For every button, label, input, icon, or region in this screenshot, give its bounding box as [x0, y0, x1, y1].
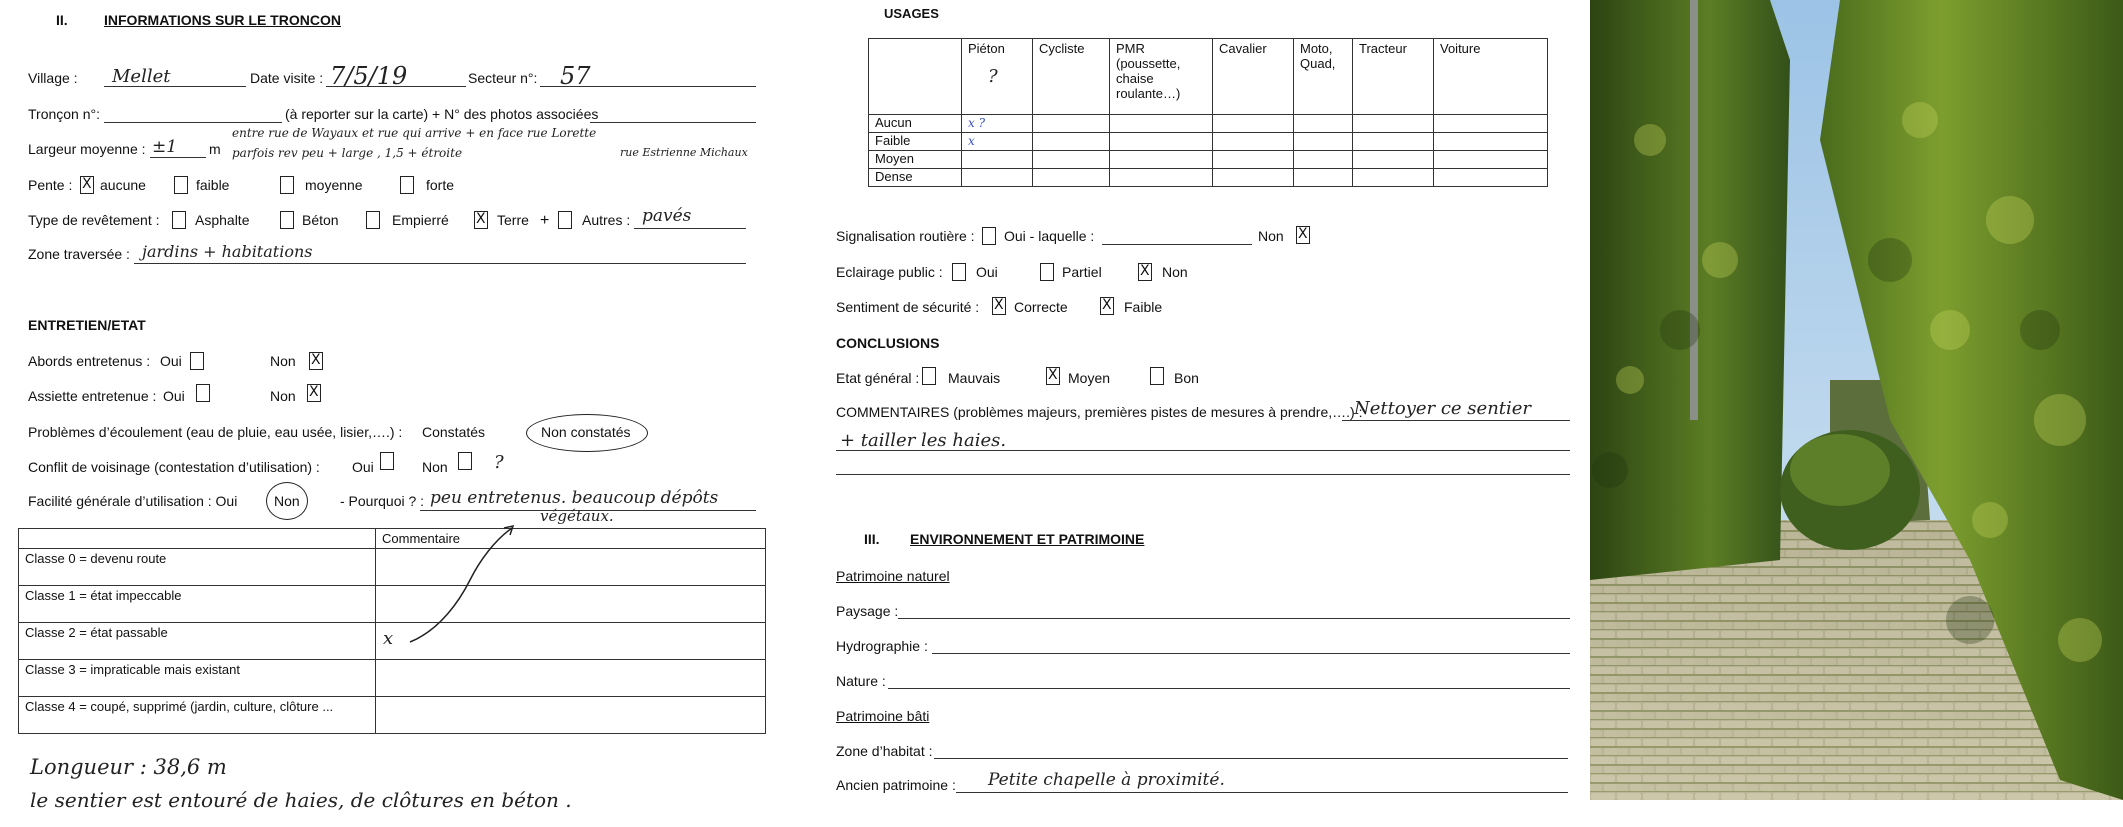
- assiette-non-checkbox[interactable]: [307, 384, 321, 402]
- zone-habitat-label: Zone d’habitat :: [836, 743, 933, 759]
- note-longueur: Longueur : 38,6 m: [30, 755, 227, 779]
- secteur-label: Secteur n°:: [468, 70, 538, 86]
- ancien-patrimoine-value: Petite chapelle à proximité.: [988, 770, 1225, 790]
- pente-label: Pente :: [28, 177, 73, 193]
- abords-oui-label: Oui: [160, 353, 182, 369]
- form-page-1: [0, 0, 805, 827]
- form-page-2: [808, 0, 1588, 827]
- usage-col-cavalier: Cavalier: [1213, 39, 1294, 115]
- voisinage-oui-checkbox[interactable]: [380, 452, 394, 470]
- section-number: II.: [56, 12, 68, 28]
- commentaires-line-3: [836, 474, 1570, 475]
- usages-header-empty: [869, 39, 962, 115]
- paysage-label: Paysage :: [836, 603, 899, 619]
- eclairage-partiel-label: Partiel: [1062, 264, 1102, 280]
- env-number: III.: [864, 531, 880, 547]
- ancien-patrimoine-label: Ancien patrimoine :: [836, 777, 956, 793]
- securite-label: Sentiment de sécurité :: [836, 299, 980, 315]
- patrimoine-bati-heading: Patrimoine bâti: [836, 708, 930, 724]
- revetement-beton-checkbox[interactable]: [280, 211, 294, 229]
- paysage-line: [898, 618, 1570, 619]
- zone-value: jardins + habitations: [142, 242, 313, 261]
- eclairage-label: Eclairage public :: [836, 264, 943, 280]
- signalisation-oui-label: Oui - laquelle :: [1004, 228, 1095, 244]
- ancien-patrimoine-line: [956, 792, 1568, 793]
- class-0-label: Classe 0 = devenu route: [19, 549, 376, 586]
- revetement-terre-label: Terre: [497, 212, 529, 228]
- abords-label: Abords entretenus :: [28, 353, 151, 369]
- troncon-note: (à reporter sur la carte) + N° des photos associées: [285, 106, 599, 122]
- signalisation-oui-checkbox[interactable]: [982, 227, 996, 245]
- path-photo: [1590, 0, 2123, 800]
- usage-col-voiture: Voiture: [1434, 39, 1548, 115]
- table-row: [869, 169, 1548, 187]
- etat-bon-checkbox[interactable]: [1150, 367, 1164, 385]
- assiette-non-label: Non: [270, 388, 296, 404]
- signalisation-label: Signalisation routière :: [836, 228, 975, 244]
- usage-col-pmr: PMR (poussette, chaise roulante…): [1110, 39, 1213, 115]
- revetement-terre-checkbox[interactable]: [474, 211, 488, 229]
- commentaires-line-1: [1342, 420, 1570, 421]
- ecoulement-non-constates: Non constatés: [541, 424, 631, 440]
- entretien-title: ENTRETIEN/ETAT: [28, 317, 146, 333]
- troncon-label: Tronçon n°:: [28, 106, 101, 122]
- usages-header-row: [869, 39, 1548, 115]
- table-row: [19, 549, 766, 586]
- usage-row-dense: Dense: [869, 169, 962, 187]
- nature-line: [888, 688, 1570, 689]
- path-photo-image: [1590, 0, 2123, 800]
- usage-col-tracteur: Tracteur: [1353, 39, 1434, 115]
- usage-row-aucun: Aucun: [869, 115, 962, 133]
- revetement-empierre-label: Empierré: [392, 212, 449, 228]
- table-row: [869, 151, 1548, 169]
- nature-label: Nature :: [836, 673, 886, 689]
- revetement-label: Type de revêtement :: [28, 212, 160, 228]
- etat-mauvais-label: Mauvais: [948, 370, 1001, 386]
- eclairage-partiel-checkbox[interactable]: [1040, 263, 1054, 281]
- facilite-label: Facilité générale d’utilisation : Oui: [28, 493, 238, 509]
- revetement-asphalte-label: Asphalte: [195, 212, 250, 228]
- table-row: [19, 697, 766, 734]
- class-2-label: Classe 2 = état passable: [19, 623, 376, 660]
- largeur-note-2: parfois rev peu + large , 1,5 + étroite: [232, 146, 463, 160]
- usage-col-cycliste: Cycliste: [1033, 39, 1110, 115]
- usage-faible-pieton: [962, 133, 1033, 151]
- class-3-comment: [376, 660, 766, 697]
- largeur-note-3: rue Estrienne Michaux: [620, 146, 748, 159]
- usages-title: USAGES: [884, 6, 939, 21]
- etat-moyen-label: Moyen: [1068, 370, 1111, 386]
- usage-col-pieton-label: Piéton: [968, 41, 1005, 56]
- pente-forte-checkbox[interactable]: [400, 176, 414, 194]
- env-title: ENVIRONNEMENT ET PATRIMOINE: [910, 531, 1145, 547]
- voisinage-question: ?: [494, 452, 504, 473]
- troncon-line: [104, 122, 282, 123]
- signalisation-line: [1102, 244, 1252, 245]
- abords-non-label: Non: [270, 353, 296, 369]
- etat-label: Etat général :: [836, 370, 920, 386]
- eclairage-non-checkbox[interactable]: [1138, 263, 1152, 281]
- facilite-non: Non: [274, 493, 300, 509]
- zone-habitat-line: [934, 758, 1568, 759]
- date-label: Date visite :: [250, 70, 324, 86]
- assiette-oui-checkbox[interactable]: [196, 384, 210, 402]
- abords-oui-checkbox[interactable]: [190, 352, 204, 370]
- class-4-label: Classe 4 = coupé, supprimé (jardin, culture, clôture ...: [19, 697, 376, 734]
- secteur-value: 57: [560, 62, 591, 90]
- patrimoine-naturel-heading: Patrimoine naturel: [836, 568, 950, 584]
- table-row: [19, 660, 766, 697]
- securite-faible-label: Faible: [1124, 299, 1163, 315]
- eclairage-oui-label: Oui: [976, 264, 998, 280]
- usage-row-moyen: Moyen: [869, 151, 962, 169]
- usage-aucun-mark: x ?: [968, 116, 986, 130]
- zone-line: [134, 263, 746, 264]
- table-row: [869, 133, 1548, 151]
- village-value: Mellet: [112, 66, 171, 87]
- commentaires-value-1: Nettoyer ce sentier: [1354, 398, 1532, 419]
- etat-mauvais-checkbox[interactable]: [922, 367, 936, 385]
- revetement-beton-label: Béton: [302, 212, 339, 228]
- ecoulement-constates: Constatés: [422, 424, 486, 440]
- voisinage-non-label: Non: [422, 459, 448, 475]
- eclairage-non-label: Non: [1162, 264, 1188, 280]
- pourquoi-value-2: végétaux.: [540, 507, 614, 525]
- ecoulement-label: Problèmes d’écoulement (eau de pluie, eau usée, lisier,….) :: [28, 424, 403, 440]
- usage-aucun-pieton: [962, 115, 1033, 133]
- securite-faible-checkbox[interactable]: [1100, 297, 1114, 315]
- etat-bon-label: Bon: [1174, 370, 1199, 386]
- usage-col-pieton: [962, 39, 1033, 115]
- pente-faible-label: faible: [196, 177, 230, 193]
- largeur-note-1: entre rue de Wayaux et rue qui arrive + en face rue Lorette: [232, 126, 597, 140]
- usage-row-faible: Faible: [869, 133, 962, 151]
- assiette-label: Assiette entretenue :: [28, 388, 157, 404]
- class-2-mark: x: [383, 628, 394, 649]
- pente-forte-label: forte: [426, 177, 455, 193]
- signalisation-non-checkbox[interactable]: [1296, 226, 1310, 244]
- pieton-question: ?: [988, 66, 998, 87]
- pente-aucune-checkbox[interactable]: [80, 176, 94, 194]
- commentaire-header: Commentaire: [376, 529, 766, 549]
- revetement-autres-checkbox[interactable]: [558, 211, 572, 229]
- class-table-header: [19, 529, 766, 549]
- voisinage-oui-label: Oui: [352, 459, 374, 475]
- class-3-label: Classe 3 = impraticable mais existant: [19, 660, 376, 697]
- commentaires-label: COMMENTAIRES (problèmes majeurs, premières pistes de mesures à prendre,….) :: [836, 404, 1363, 420]
- pente-moyenne-label: moyenne: [305, 177, 363, 193]
- largeur-line: [150, 157, 206, 158]
- usage-faible-mark: x: [968, 134, 975, 148]
- securite-correcte-label: Correcte: [1014, 299, 1068, 315]
- pente-faible-checkbox[interactable]: [174, 176, 188, 194]
- largeur-unit: m: [209, 141, 221, 157]
- pourquoi-label: - Pourquoi ? :: [340, 493, 425, 509]
- usages-table: [868, 38, 1548, 187]
- section-title: INFORMATIONS SUR LE TRONCON: [104, 12, 341, 28]
- note-sentier: le sentier est entouré de haies, de clôtures en béton .: [30, 788, 572, 812]
- class-header-empty: [19, 529, 376, 549]
- usage-col-moto: Moto, Quad,: [1294, 39, 1353, 115]
- class-1-label: Classe 1 = état impeccable: [19, 586, 376, 623]
- revetement-autres-label: Autres :: [582, 212, 631, 228]
- voisinage-non-checkbox[interactable]: [458, 452, 472, 470]
- etat-moyen-checkbox[interactable]: [1046, 367, 1060, 385]
- securite-correcte-checkbox[interactable]: [992, 297, 1006, 315]
- voisinage-label: Conflit de voisinage (contestation d’utilisation) :: [28, 459, 320, 475]
- village-label: Village :: [28, 70, 78, 86]
- arrow-annotation: [400, 520, 520, 650]
- revetement-plus: +: [540, 212, 550, 229]
- largeur-value: ±1: [152, 137, 178, 157]
- zone-label: Zone traversée :: [28, 246, 130, 262]
- table-row: [19, 586, 766, 623]
- revetement-empierre-checkbox[interactable]: [366, 211, 380, 229]
- commentaires-value-2: + tailler les haies.: [840, 430, 1007, 451]
- assiette-oui-label: Oui: [163, 388, 185, 404]
- conclusions-title: CONCLUSIONS: [836, 335, 940, 351]
- largeur-label: Largeur moyenne :: [28, 141, 146, 157]
- autres-line: [634, 228, 746, 229]
- date-value: 7/5/19: [330, 62, 408, 90]
- signalisation-non-label: Non: [1258, 228, 1284, 244]
- hydrographie-label: Hydrographie :: [836, 638, 928, 654]
- abords-non-checkbox[interactable]: [309, 352, 323, 370]
- revetement-autres-value: pavés: [642, 206, 692, 226]
- class-4-comment: [376, 697, 766, 734]
- pourquoi-value-1: peu entretenus. beaucoup dépôts: [430, 488, 719, 508]
- table-row: [869, 115, 1548, 133]
- hydrographie-line: [932, 653, 1570, 654]
- eclairage-oui-checkbox[interactable]: [952, 263, 966, 281]
- pente-aucune-label: aucune: [100, 177, 146, 193]
- photos-line: [590, 122, 756, 123]
- revetement-asphalte-checkbox[interactable]: [172, 211, 186, 229]
- pente-moyenne-checkbox[interactable]: [280, 176, 294, 194]
